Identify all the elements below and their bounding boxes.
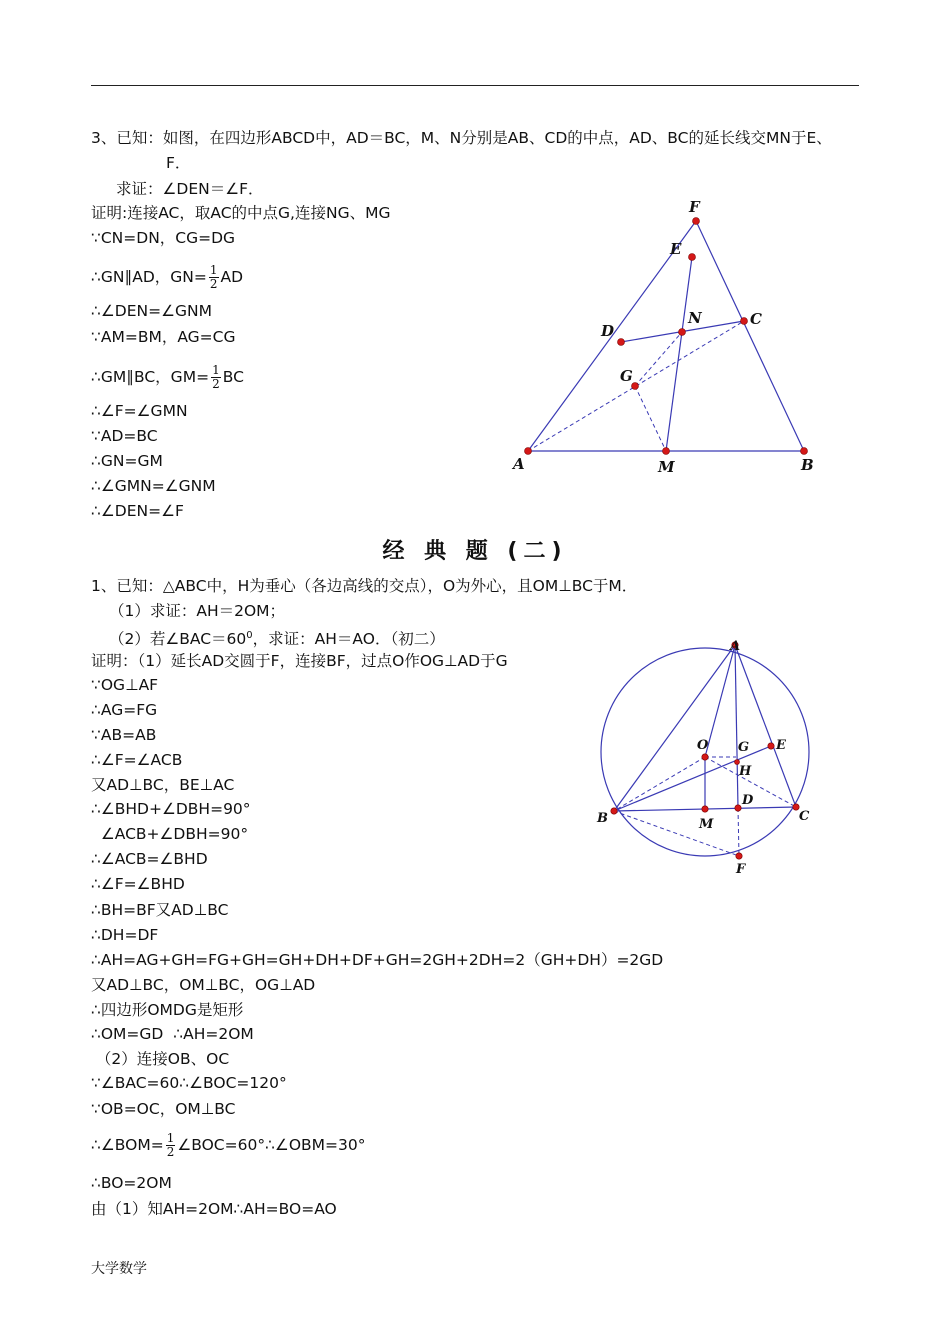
problem3-statement-line1: 3、已知：如图，在四边形ABCD中，AD＝BC，M、N分别是AB、CD的中点，AD、BC的延长线交MN于E、 bbox=[91, 129, 832, 147]
label-E: E bbox=[670, 240, 682, 258]
fraction-half: $\frac{1}{2}$ bbox=[212, 363, 220, 391]
p3-proof-line: 证明:连接AC，取AC的中点G,连接NG、MG bbox=[91, 204, 391, 222]
p1-proof-line: 又AD⊥BC，BE⊥AC bbox=[91, 776, 235, 794]
p1-proof-line: ∴BH=BF又AD⊥BC bbox=[91, 901, 229, 919]
problem1-statement: 1、已知：△ABC中，H为垂心（各边高线的交点），O为外心，且OM⊥BC于M． bbox=[91, 577, 638, 595]
p1-proof-line: ∴OM=GD ∴AH=2OM bbox=[91, 1025, 254, 1043]
p1-proof-line-fraction: ∴∠BOM= $\frac{1}{2}$ ∠BOC=60°∴∠OBM=30° bbox=[91, 1131, 366, 1159]
p3-proof-line: ∴∠DEN=∠F bbox=[91, 502, 184, 520]
label-N: N bbox=[688, 309, 702, 327]
p3-proof-line: ∴∠DEN=∠GNM bbox=[91, 302, 212, 320]
label-F: F bbox=[689, 198, 700, 216]
point-F bbox=[736, 853, 742, 859]
segment-AD bbox=[735, 645, 738, 808]
p1-proof-line: ∵OG⊥AF bbox=[91, 676, 159, 694]
p1-proof-line: ∴DH=DF bbox=[91, 926, 159, 944]
p3-proof-line: ∵CN=DN，CG=DG bbox=[91, 229, 236, 247]
p1-proof-line: ∴∠ACB=∠BHD bbox=[91, 850, 208, 868]
p1-proof-line: ∠ACB+∠DBH=90° bbox=[91, 825, 249, 843]
label-M: M bbox=[699, 817, 714, 832]
label-D: D bbox=[601, 322, 615, 340]
point-O bbox=[702, 754, 708, 760]
p1-proof-line: ∴AH=AG+GH=FG+GH=GH+DH+DF+GH=2GH+2DH=2（GH+DH）=2GD bbox=[91, 951, 664, 969]
dashed-OB bbox=[614, 757, 705, 811]
p1-proof-line: ∴∠F=∠ACB bbox=[91, 751, 183, 769]
problem3-statement-line2: F． bbox=[166, 154, 191, 172]
fraction-half: $\frac{1}{2}$ bbox=[166, 1131, 175, 1159]
p3-proof-line: ∴∠GMN=∠GNM bbox=[91, 477, 216, 495]
section-title: 经 典 题 (二) bbox=[382, 539, 568, 564]
p3-proof-line: ∵AD=BC bbox=[91, 427, 158, 445]
label-H: H bbox=[739, 764, 752, 779]
label-B: B bbox=[801, 456, 814, 474]
p1-proof-line: ∵AB=AB bbox=[91, 726, 157, 744]
segment-AO bbox=[705, 645, 735, 757]
p1-proof-line: ∴∠BHD+∠DBH=90° bbox=[91, 800, 251, 818]
label-C: C bbox=[799, 809, 810, 824]
dashed-BF bbox=[614, 811, 739, 856]
dashed-DF bbox=[738, 808, 739, 856]
segment-AC bbox=[735, 645, 796, 807]
p1-proof-line: 又AD⊥BC，OM⊥BC，OG⊥AD bbox=[91, 976, 316, 994]
p1-proof-line: ∵∠BAC=60∴∠BOC=120° bbox=[91, 1074, 287, 1092]
label-D: D bbox=[742, 793, 754, 808]
p1-proof-line: 证明：（1）延长AD交圆于F，连接BF，过点O作OG⊥AD于G bbox=[91, 652, 508, 670]
label-G: G bbox=[738, 740, 750, 755]
p3-proof-line-fraction: ∴GN∥AD，GN= $\frac{1}{2}$ AD bbox=[91, 263, 244, 291]
p1-proof-line: ∵OB=OC，OM⊥BC bbox=[91, 1100, 236, 1118]
point-M bbox=[702, 806, 708, 812]
page-footer: 大学数学 bbox=[91, 1261, 147, 1277]
problem1-question1: （1）求证：AH＝2OM； bbox=[109, 602, 286, 620]
label-C: C bbox=[750, 310, 762, 328]
point-B bbox=[611, 808, 617, 814]
p1-proof-line: ∴AG=FG bbox=[91, 701, 158, 719]
point-D bbox=[735, 805, 741, 811]
label-A: A bbox=[513, 455, 525, 473]
label-G: G bbox=[620, 367, 633, 385]
fraction-half: $\frac{1}{2}$ bbox=[209, 263, 218, 291]
p1-proof-line: ∴四边形OMDG是矩形 bbox=[91, 1001, 244, 1019]
p3-proof-line-fraction: ∴GM∥BC，GM= $\frac{1}{2}$ BC bbox=[91, 363, 244, 391]
label-O: O bbox=[697, 738, 709, 753]
problem1-question2: （2）若$\angle BAC=60^0$，求证：AH＝AO．（初二） bbox=[109, 630, 445, 649]
p3-proof-line: ∴GN=GM bbox=[91, 452, 163, 470]
p1-proof-line: 由（1）知AH=2OM∴AH=BO=AO bbox=[91, 1200, 337, 1218]
p1-proof-line: ∴BO=2OM bbox=[91, 1174, 172, 1192]
p1-proof-line: （2）连接OB、OC bbox=[91, 1050, 230, 1068]
p3-proof-line: ∵AM=BM，AG=CG bbox=[91, 328, 236, 346]
point-E bbox=[768, 743, 774, 749]
problem3-prove: 求证：∠DEN＝∠F． bbox=[116, 180, 264, 198]
label-M: M bbox=[658, 458, 675, 476]
p1-proof-line: ∴∠F=∠BHD bbox=[91, 875, 185, 893]
label-A: A bbox=[730, 639, 741, 654]
label-E: E bbox=[776, 738, 786, 753]
label-B: B bbox=[597, 811, 608, 826]
p3-proof-line: ∴∠F=∠GMN bbox=[91, 402, 188, 420]
label-F: F bbox=[736, 862, 746, 877]
